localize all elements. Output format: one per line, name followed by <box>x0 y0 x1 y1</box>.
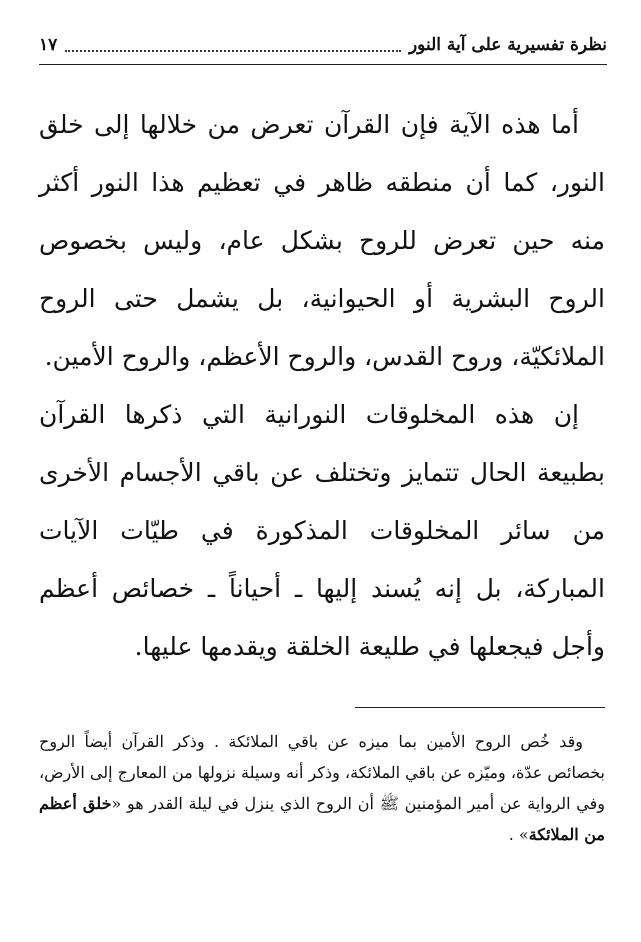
paragraph-2: إن هذه المخلوقات النورانية التي ذكرها القرآن بطبيعة الحال تتمايز وتختلف عن باقي الأجسام الأخرى من سائر المخلوقات المذكورة في طيّات الآيات المباركة، بل إنه يُسند إليها ـ أحياناً ـ خصائص أعظم وأجل فيجعلها في طليعة الخلقة ويقدمها عليها. <box>39 400 605 661</box>
footnote <box>39 726 605 850</box>
footnote-text: وقد خُص الروح الأمين بما ميزه عن باقي الملائكة . وذكر القرآن أيضاً الروح بخصائص عدّة، وميّزه عن باقي الملائكة، وذكر أنه وسيلة نزولها من المعارج إلى الأرض، وفي الرواية عن أمير المؤمنين ﷺ أن الروح الذي ينزل في ليلة القدر هو « <box>39 732 606 813</box>
page-number: ١٧ <box>39 35 58 55</box>
main-text <box>39 96 605 676</box>
footnote-divider <box>355 707 605 708</box>
footnote-closing: » . <box>508 825 529 844</box>
header-leader-dots <box>65 38 401 52</box>
footnote-paragraph <box>39 726 605 850</box>
footnote-quote: خلق أعظم من الملائكة <box>39 794 605 844</box>
paragraph-1: أما هذه الآية فإن القرآن تعرض من خلالها إلى خلق النور، كما أن منطقه ظاهر في تعظيم هذا النور أكثر منه حين تعرض للروح بشكل عام، وليس بخصوص الروح البشرية أو الحيوانية، بل يشمل حتى الروح الملائكيّة، وروح القدس، والروح الأعظم، والروح الأمين. <box>39 110 605 371</box>
running-header-title: نظرة تفسيرية على آية النور <box>408 35 607 55</box>
header-divider <box>39 64 607 65</box>
running-header <box>39 28 607 62</box>
